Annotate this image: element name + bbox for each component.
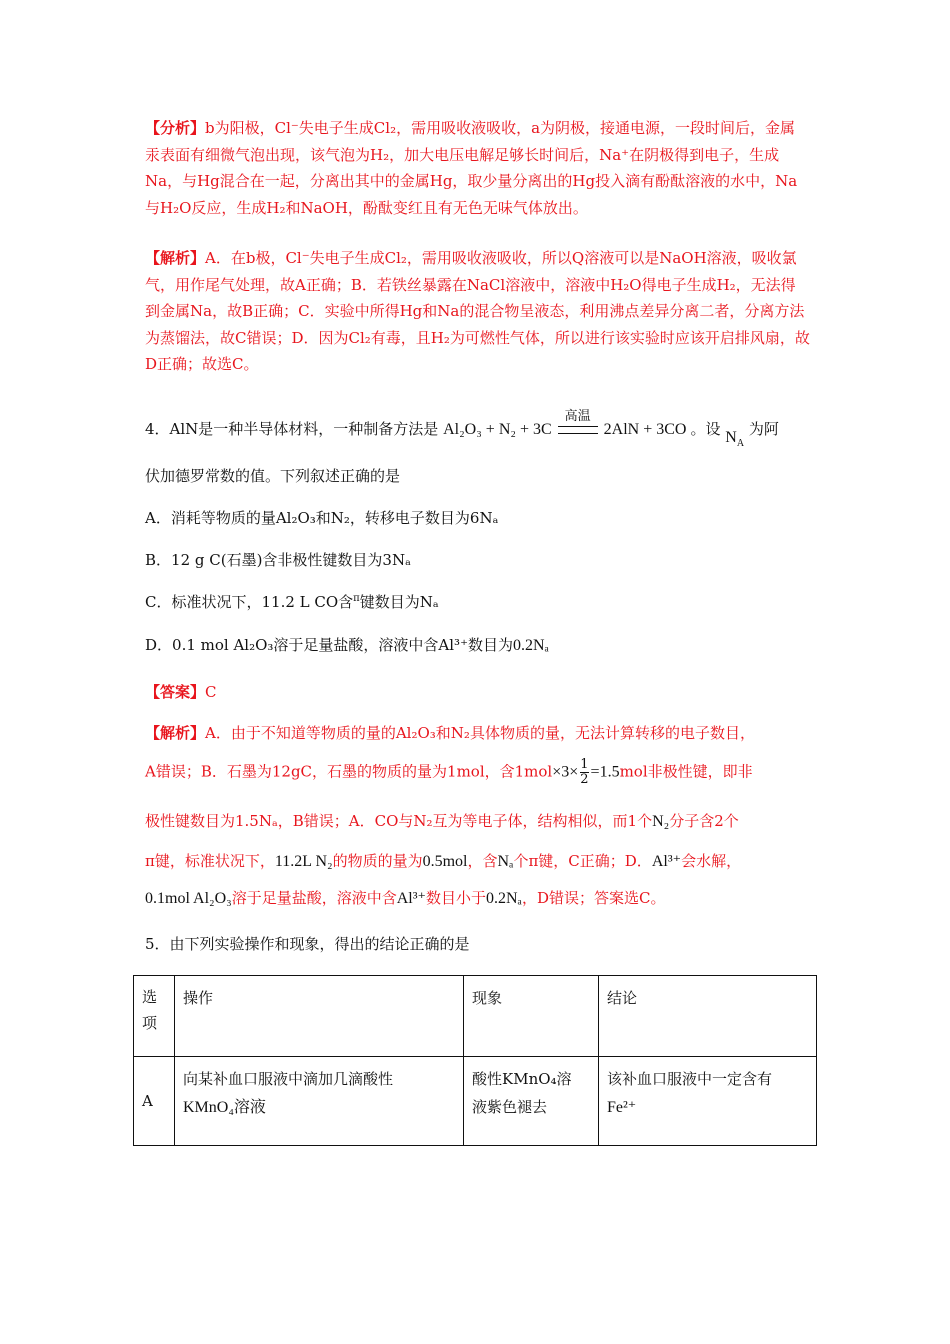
analysis-text: b为阳极，Cl⁻失电子生成Cl₂，需用吸收液吸收，a为阴极，接通电源，一段时间后，金属汞表面有细微气泡出现，该气泡为H₂，加大电压电解足够长时间后，Na⁺在阴极得到电子，生成Na，与Hg混合在一起，分离出其中的金属Hg，取少量分离出的Hg投入滴有酚酞溶液的水中，Na与H₂O反应，生成H₂和NaOH，酚酞变红且有无色无味气体放出。 <box>145 119 798 217</box>
q4-answer <box>145 681 217 702</box>
analysis-paragraph <box>145 115 810 221</box>
q4-stem-a: 4．AlN是一种半导体材料，一种制备方法是 <box>145 420 439 438</box>
q4-option-b: B．12 g C(石墨)含非极性键数目为3Nₐ <box>145 551 411 569</box>
answer-tag: 【答案】 <box>145 683 206 701</box>
answer-value: C <box>205 683 217 701</box>
explanation2-line2: A错误；B．石墨为12gC，石墨的物质的量为1mol，含1mol×3× $\frac{1}{2}$ =1.5mol非极性键，即非 <box>145 757 753 787</box>
q4-equation <box>443 408 690 438</box>
q4-option-d: D．0.1 mol Al₂O₃溶于足量盐酸，溶液中含Al³⁺数目为0.2Nₐ <box>145 636 549 654</box>
q5-stem: 5．由下列实验操作和现象，得出的结论正确的是 <box>145 935 470 953</box>
q4-option-c: C．标准状况下，11.2 L CO含$^\pi$键数目为Nₐ <box>145 593 439 611</box>
explanation1-paragraph <box>145 245 810 378</box>
explanation2-line1: 【解析】A．由于不知道等物质的量的Al₂O₃和N₂具体物质的量，无法计算转移的电子数目， <box>145 724 755 742</box>
explanation2-line5: 0.1mol Al₂O₃溶于足量盐酸，溶液中含Al³⁺数目小于0.2Nₐ，D错误；答案选C。 <box>145 889 666 907</box>
explanation1-text: A．在b极，Cl⁻失电子生成Cl₂，需用吸收液吸收，所以Q溶液可以是NaOH溶液，吸收氯气，用作尾气处理，故A正确；B．若铁丝暴露在NaCl溶液中，溶液中H₂O得电子生成H₂，无法得到金属Na，故B正确；C．实验中所得Hg和Na的混合物呈液态，利用沸点差异分离二者，分离方法为蒸馏法，故C错误；D．因为Cl₂有毒，且H₂为可燃性气体，所以进行该实验时应该开启排风扇，故D正确；故选C。 <box>145 249 810 373</box>
q4-option-a: A．消耗等物质的量Al₂O₃和N₂，转移电子数目为6Nₐ <box>145 509 499 527</box>
na-symbol: $N_A$ <box>725 429 745 450</box>
table-row <box>134 1057 817 1146</box>
row-phenomenon: 酸性KMnO₄溶 液紫色褪去 <box>464 1057 599 1146</box>
equation-arrow <box>556 408 600 439</box>
q5-options-table <box>133 975 817 1146</box>
q4-stem-line1 <box>145 408 779 450</box>
header-option: 选项 <box>134 976 175 1057</box>
pi-symbol: π <box>353 593 360 604</box>
row-option: A <box>134 1057 175 1146</box>
table-header-row <box>134 976 817 1057</box>
fraction-one-half: $\frac{1}{2}$ <box>580 757 589 787</box>
explanation2-tag: 【解析】 <box>145 724 206 742</box>
q4-stem-b: 。设 <box>690 420 721 438</box>
row-operation: 向某补血口服液中滴加几滴酸性 KMnO₄溶液 <box>175 1057 464 1146</box>
equation-condition: 高温 <box>564 408 591 423</box>
explanation2-line4: π键，标准状况下，11.2L N₂的物质的量为0.5mol，含Nₐ个π键，C正确；D．Al³⁺会水解， <box>145 852 742 870</box>
header-phenomenon: 现象 <box>464 976 599 1057</box>
equation-right: 2AlN + 3CO <box>603 421 687 438</box>
q4-stem-line2: 伏加德罗常数的值。下列叙述正确的是 <box>145 467 401 485</box>
equation-left: Al₂O₃ + N₂ + 3C <box>443 421 552 438</box>
explanation2-line3: 极性键数目为1.5Nₐ，B错误；A．CO与N₂互为等电子体，结构相似，而1个N₂分子含2个 <box>145 812 739 830</box>
q4-stem-c: 为阿 <box>748 420 779 438</box>
header-conclusion: 结论 <box>599 976 817 1057</box>
analysis-tag: 【分析】 <box>145 119 206 137</box>
explanation1-tag: 【解析】 <box>145 249 206 267</box>
row-conclusion: 该补血口服液中一定含有 Fe²⁺ <box>599 1057 817 1146</box>
header-operation: 操作 <box>175 976 464 1057</box>
